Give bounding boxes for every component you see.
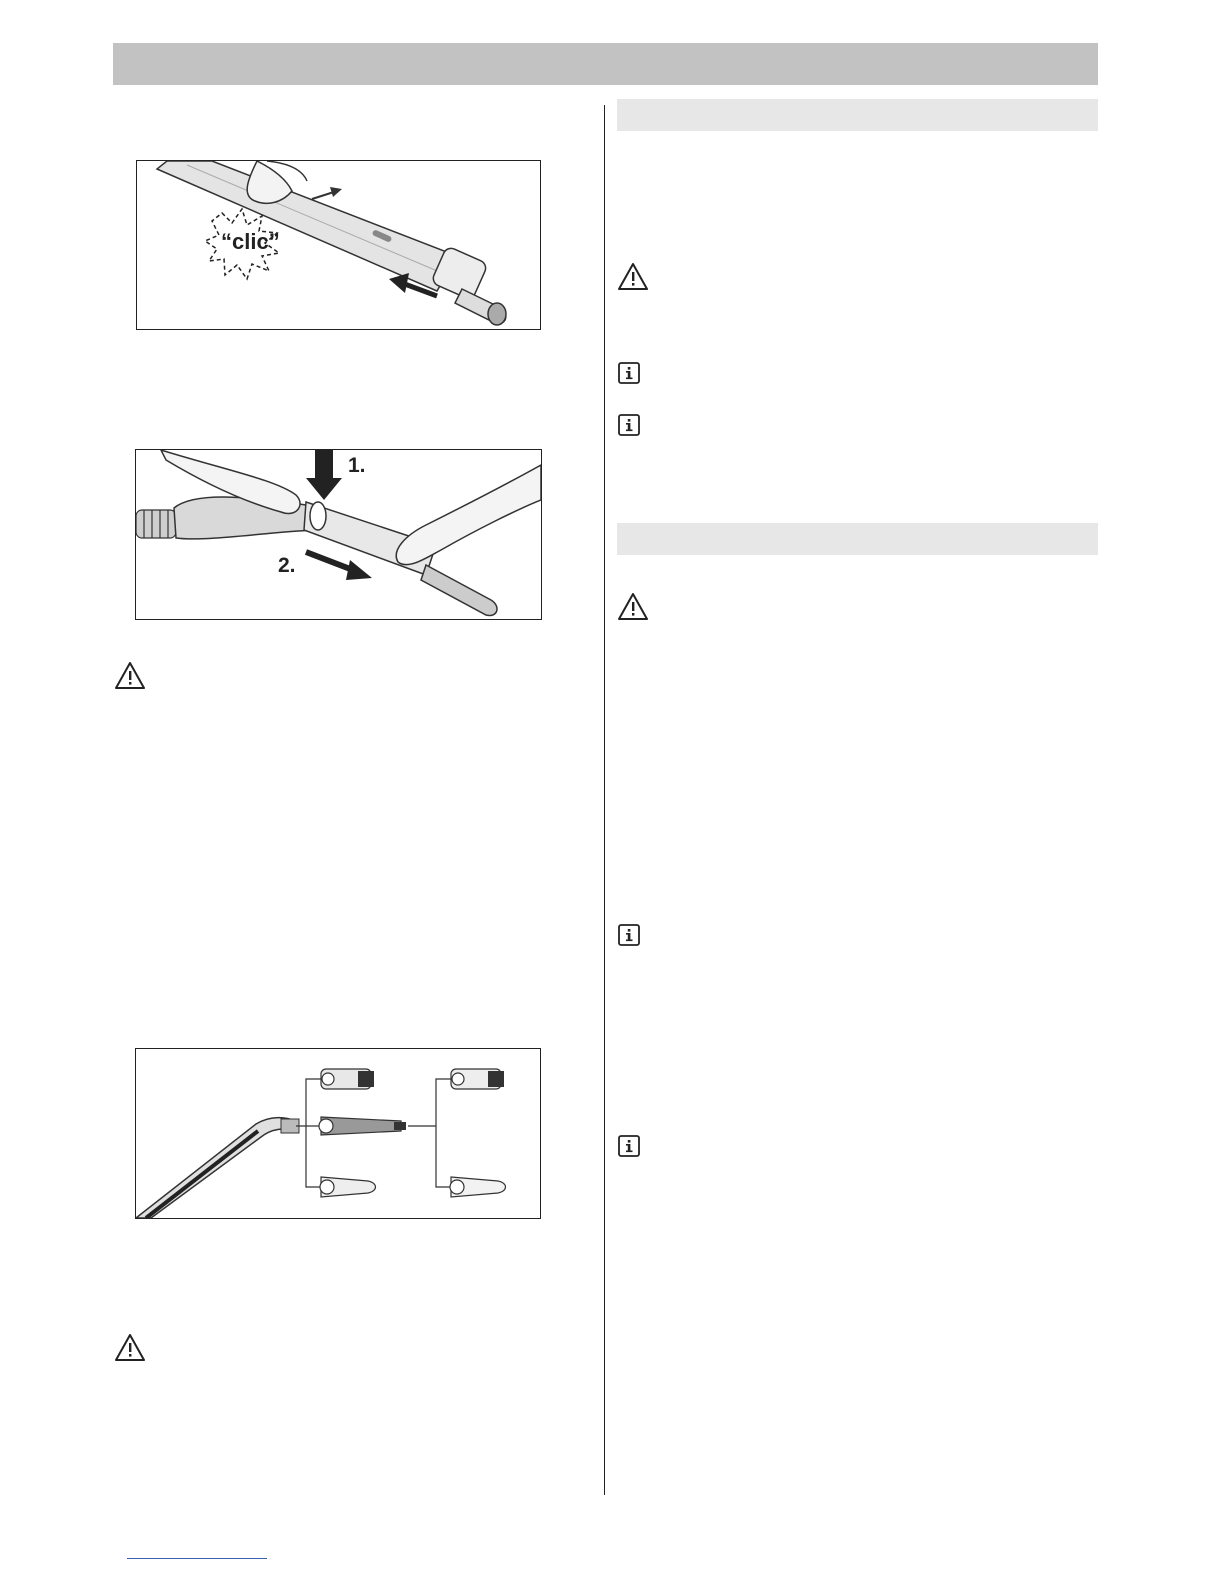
warning-triangle-icon: [114, 661, 146, 690]
section-heading-bar-1: [617, 99, 1098, 131]
figure-accessories-illustration: [136, 1049, 540, 1218]
warning-triangle-icon: [114, 1333, 146, 1362]
info-icon: [618, 1135, 640, 1157]
info-icon: [618, 924, 640, 946]
section-heading-bar-2: [617, 523, 1098, 555]
warning-triangle-icon: [617, 262, 649, 291]
footer-link-underline: [127, 1558, 267, 1559]
figure-accessories: [135, 1048, 541, 1219]
figure-detach-nozzle-illustration: [136, 450, 541, 619]
info-icon: [618, 414, 640, 436]
step-2-label: 2.: [278, 554, 296, 577]
figure-attach-nozzle: [136, 160, 541, 330]
figure-detach-nozzle: [135, 449, 542, 620]
column-divider: [604, 105, 605, 1495]
info-icon: [618, 362, 640, 384]
step-1-label: 1.: [348, 454, 366, 477]
header-bar: [113, 43, 1098, 85]
clic-label: “clic”: [221, 229, 280, 254]
warning-triangle-icon: [617, 592, 649, 621]
figure-attach-nozzle-illustration: [137, 161, 540, 329]
